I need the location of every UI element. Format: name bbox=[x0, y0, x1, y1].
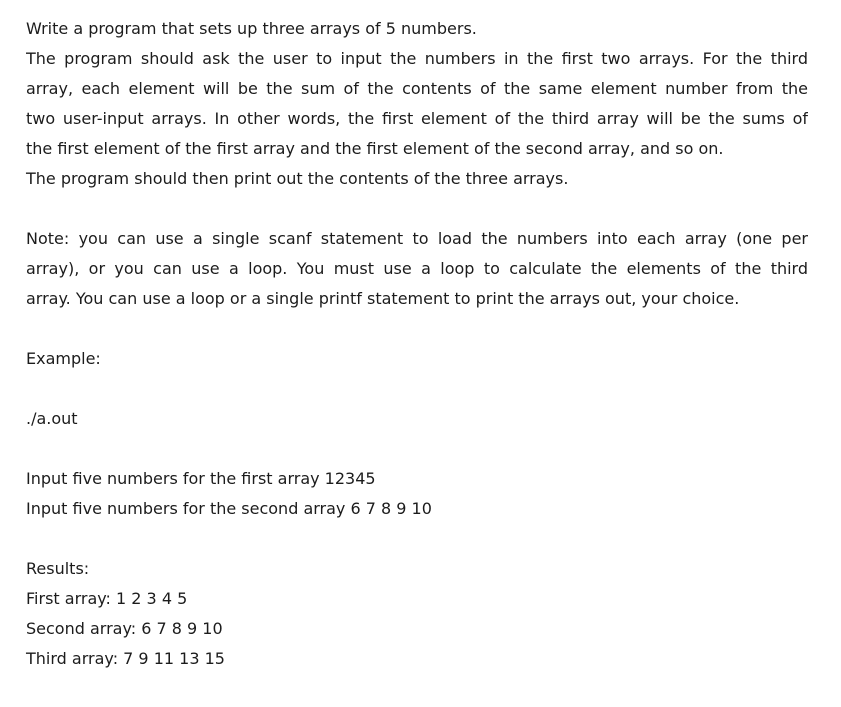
paragraph-line: the first element of the first array and the first element of the second array, and so on. bbox=[26, 139, 724, 158]
spacer bbox=[26, 314, 808, 344]
spacer bbox=[26, 524, 808, 554]
example-input-line: Input five numbers for the first array 12345 bbox=[26, 469, 376, 488]
example-input-line: Input five numbers for the second array 6 7 8 9 10 bbox=[26, 499, 432, 518]
paragraph-line: array, each element will be the sum of the contents of the same element number from the bbox=[26, 79, 808, 98]
spacer bbox=[26, 374, 808, 404]
paragraph-line: The program should then print out the contents of the three arrays. bbox=[26, 169, 569, 188]
note-line: array), or you can use a loop. You must use a loop to calculate the elements of the third bbox=[26, 259, 808, 278]
result-line: First array: 1 2 3 4 5 bbox=[26, 589, 188, 608]
results-heading: Results: bbox=[26, 559, 90, 578]
paragraph-line: two user-input arrays. In other words, the first element of the third array will be the sums of bbox=[26, 109, 808, 128]
result-line: Third array: 7 9 11 13 15 bbox=[26, 649, 225, 668]
assignment-paragraph bbox=[26, 14, 808, 194]
spacer bbox=[26, 434, 808, 464]
paragraph-line: The program should ask the user to input the numbers in the first two arrays. For the third bbox=[26, 49, 808, 68]
note-line: Note: you can use a single scanf statement to load the numbers into each array (one per bbox=[26, 229, 808, 248]
example-heading: Example: bbox=[26, 349, 101, 368]
note-paragraph bbox=[26, 224, 808, 314]
document bbox=[26, 14, 808, 674]
example-command: ./a.out bbox=[26, 409, 78, 428]
result-line: Second array: 6 7 8 9 10 bbox=[26, 619, 223, 638]
paragraph-line: Write a program that sets up three arrays of 5 numbers. bbox=[26, 19, 477, 38]
spacer bbox=[26, 194, 808, 224]
note-line: array. You can use a loop or a single printf statement to print the arrays out, your choice. bbox=[26, 289, 740, 308]
